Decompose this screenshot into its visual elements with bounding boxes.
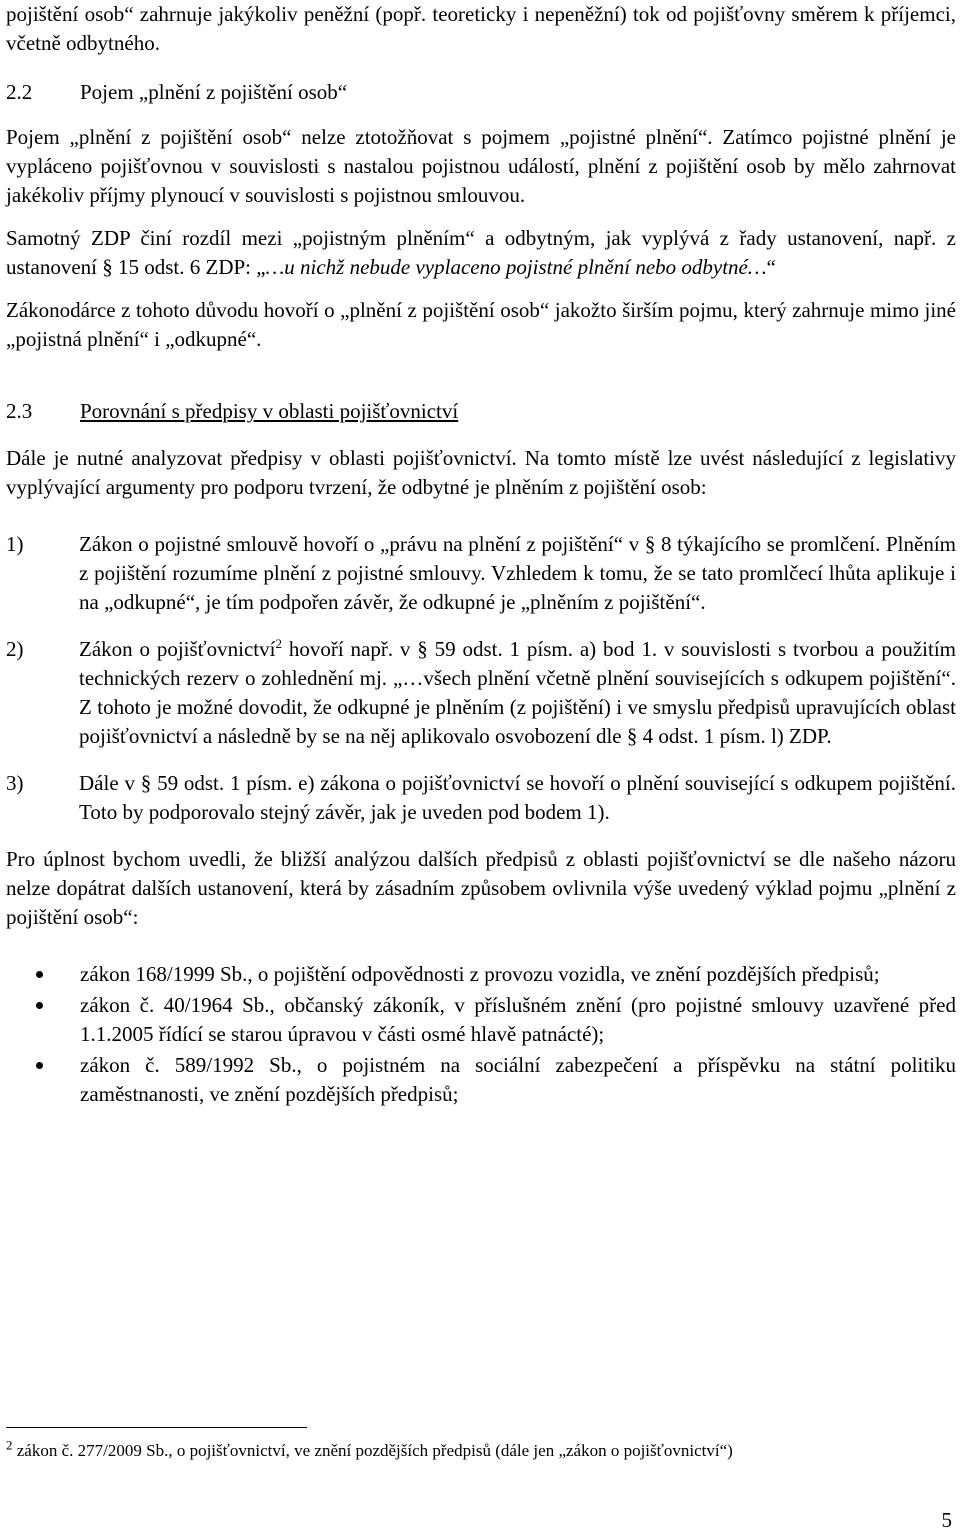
list-item <box>6 769 956 827</box>
bullet-icon <box>6 991 80 1049</box>
list-text: zákon 168/1999 Sb., o pojištění odpovědnosti z provozu vozidla, ve znění pozdějších předpisů; <box>80 962 880 986</box>
paragraph-2-3a: Dále je nutné analyzovat předpisy v oblasti pojišťovnictví. Na tomto místě lze uvést následující z legislativy vyplývající argumenty pro podporu tvrzení, že odbytné je plněním z pojištění osob: <box>6 446 956 499</box>
section-2-2-heading <box>6 78 956 107</box>
list-item <box>6 1051 956 1109</box>
list-text: zákon č. 40/1964 Sb., občanský zákoník, v příslušném znění (pro pojistné smlouvy uzavřené před 1.1.2005 řídící se starou úpravou v části osmé hlavě patnácté); <box>80 993 956 1046</box>
list-item <box>6 635 956 751</box>
list-item <box>6 530 956 617</box>
section-title: Pojem „plnění z pojištění osob“ <box>80 80 348 104</box>
footnote <box>6 1437 733 1462</box>
footnote-ref: 2 <box>275 636 282 651</box>
list-text: zákon č. 589/1992 Sb., o pojistném na sociální zabezpečení a příspěvku na státní politiku zaměstnanosti, ve znění pozdějších předpisů; <box>80 1053 956 1106</box>
closing-quote: “ <box>766 255 776 279</box>
paragraph-2-2a: Pojem „plnění z pojištění osob“ nelze ztotožňovat s pojmem „pojistné plnění“. Zatímco pojistné plnění je vypláceno pojišťovnou v souvislosti s nastalou pojistnou událostí, plnění z pojištění osob by mělo zahrnovat jakékoliv příjmy plynoucí v souvislosti s pojistnou smlouvou. <box>6 125 956 207</box>
list-text: Dále v § 59 odst. 1 písm. e) zákona o pojišťovnictví se hovoří o plnění související s odkupem pojištění. Toto by podporovalo stejný závěr, jak je uveden pod bodem 1). <box>79 771 956 824</box>
page-number: 5 <box>941 1508 952 1532</box>
paragraph-text: Samotný ZDP činí rozdíl mezi „pojistným plněním“ a odbytným, jak vyplývá z řady ustanovení, např. z ustanovení § 15 odst. 6 ZDP: „ <box>6 226 956 279</box>
list-text <box>79 635 956 751</box>
section-title: Porovnání s předpisy v oblasti pojišťovnictví <box>80 399 459 423</box>
footnote-mark: 2 <box>6 1437 13 1453</box>
list-item <box>6 960 956 989</box>
footnote-text: zákon č. 277/2009 Sb., o pojišťovnictví, ve znění pozdějších předpisů (dále jen „zákon o pojišťovnictví“) <box>12 1441 733 1460</box>
bullet-list <box>6 960 956 1109</box>
section-number: 2.3 <box>6 399 33 423</box>
list-text-part: Zákon o pojišťovnictví <box>79 637 276 661</box>
list-number: 2) <box>6 637 24 661</box>
quoted-text: …u nichž nebude vyplaceno pojistné plnění nebo odbytné… <box>265 255 767 279</box>
document-page <box>6 0 956 1111</box>
bullet-icon <box>6 1051 80 1109</box>
list-item <box>6 991 956 1049</box>
list-number: 1) <box>6 532 24 556</box>
footnote-divider <box>6 1427 307 1428</box>
closing-paragraph: Pro úplnost bychom uvedli, že bližší analýzou dalších předpisů z oblasti pojišťovnictví se dle našeho názoru nelze dopátrat dalších ustanovení, která by zásadním způsobem ovlivnila výše uvedený výklad pojmu „plnění z pojištění osob“: <box>6 847 956 929</box>
bullet-icon <box>6 960 80 989</box>
list-text: Zákon o pojistné smlouvě hovoří o „právu na plnění z pojištění“ v § 8 týkajícího se promlčení. Plněním z pojištění rozumíme plnění z pojistné smlouvy. Vzhledem k tomu, že se tato promlčecí lhůta aplikuje i na „odkupné“, je tím podpořen závěr, že odkupné je „plněním z pojištění“. <box>79 532 956 614</box>
intro-paragraph: pojištění osob“ zahrnuje jakýkoliv peněžní (popř. teoreticky i nepeněžní) tok od pojišťovny směrem k příjemci, včetně odbytného. <box>6 2 956 55</box>
list-number: 3) <box>6 771 24 795</box>
section-2-3-heading <box>6 397 956 426</box>
section-number: 2.2 <box>6 80 33 104</box>
list-text-part: hovoří např. v § 59 odst. 1 písm. a) bod 1. v souvislosti s tvorbou a použitím technických rezerv o zohlednění mj. „…všech plnění včetně plnění souvisejících s odkupem pojištění“. Z tohoto je možné dovodit, že odkupné je plněním (z pojištění) i ve smyslu předpisů upravujících oblast pojišťovnictví a následně by se na něj aplikovalo osvobození dle § 4 odst. 1 písm. l) ZDP. <box>79 637 956 748</box>
paragraph-2-2b <box>6 224 956 282</box>
paragraph-2-2c: Zákonodárce z tohoto důvodu hovoří o „plnění z pojištění osob“ jakožto širším pojmu, který zahrnuje mimo jiné „pojistná plnění“ i „odkupné“. <box>6 298 956 351</box>
numbered-list <box>6 530 956 827</box>
